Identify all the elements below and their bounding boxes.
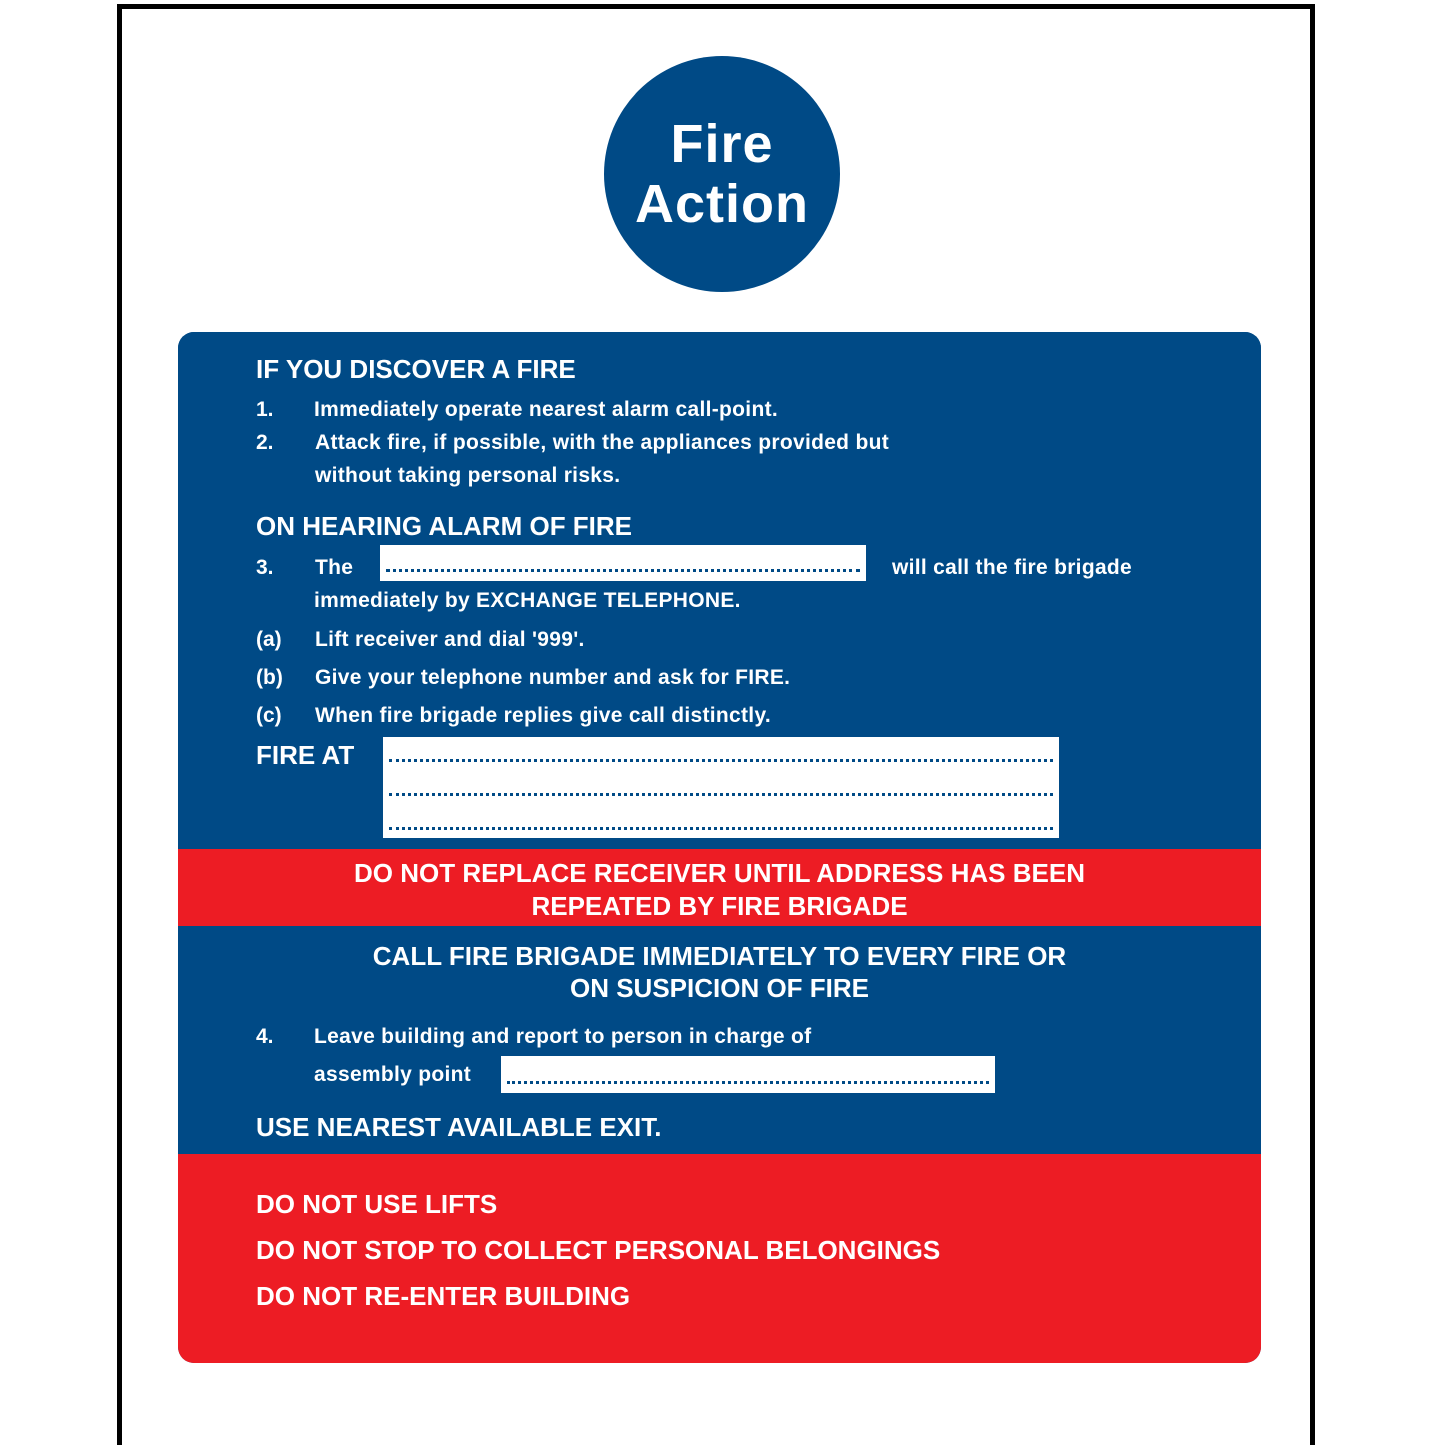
sub-item-text: Lift receiver and dial '999'. bbox=[315, 628, 585, 651]
item4-text: Leave building and report to person in charge of bbox=[314, 1025, 812, 1048]
badge-title-line2: Action bbox=[635, 174, 809, 234]
exit-instruction: USE NEAREST AVAILABLE EXIT. bbox=[256, 1112, 662, 1142]
item-number: 2. bbox=[256, 431, 274, 454]
warning-line: REPEATED BY FIRE BRIGADE bbox=[531, 891, 908, 921]
item3-prefix: The bbox=[315, 556, 354, 579]
discover-heading: IF YOU DISCOVER A FIRE bbox=[256, 354, 576, 384]
receiver-warning-band bbox=[178, 849, 1261, 926]
badge-title-line1: Fire bbox=[670, 114, 774, 174]
item-text: Immediately operate nearest alarm call-point. bbox=[314, 398, 778, 421]
fire-action-badge bbox=[604, 56, 840, 292]
warning-line: DO NOT REPLACE RECEIVER UNTIL ADDRESS HAS BEEN bbox=[354, 858, 1085, 888]
dotted-line bbox=[507, 1081, 989, 1084]
sub-item-label: (a) bbox=[256, 628, 282, 651]
fire-at-label: FIRE AT bbox=[256, 740, 355, 770]
evacuation-section-blue bbox=[178, 926, 1261, 1154]
prohibitions-band bbox=[178, 1154, 1261, 1363]
dotted-line bbox=[389, 793, 1053, 796]
call-brigade-line: CALL FIRE BRIGADE IMMEDIATELY TO EVERY FIRE OR bbox=[372, 941, 1067, 971]
item-number: 1. bbox=[256, 398, 274, 421]
assembly-point-label: assembly point bbox=[314, 1063, 472, 1086]
instructions-panel bbox=[178, 332, 1261, 1363]
item-number: 3. bbox=[256, 556, 274, 579]
assembly-point-field[interactable] bbox=[501, 1056, 995, 1093]
item3-suffix: will call the fire brigade bbox=[892, 556, 1133, 579]
fire-address-field[interactable] bbox=[383, 737, 1059, 838]
dotted-line bbox=[389, 827, 1053, 830]
item-text-continued: without taking personal risks. bbox=[315, 464, 621, 487]
dotted-line bbox=[389, 759, 1053, 762]
alarm-heading: ON HEARING ALARM OF FIRE bbox=[256, 511, 633, 541]
prohibition-item: DO NOT USE LIFTS bbox=[256, 1189, 498, 1219]
item-text: Attack fire, if possible, with the appliances provided but bbox=[315, 431, 889, 454]
prohibition-item: DO NOT STOP TO COLLECT PERSONAL BELONGINGS bbox=[256, 1235, 941, 1265]
dotted-line bbox=[386, 569, 860, 572]
item-number: 4. bbox=[256, 1025, 274, 1048]
sub-item-text: Give your telephone number and ask for FIRE. bbox=[315, 666, 791, 689]
responsible-person-field[interactable] bbox=[380, 545, 866, 581]
sub-item-label: (c) bbox=[256, 704, 282, 727]
sub-item-label: (b) bbox=[256, 666, 283, 689]
item3-continued: immediately by EXCHANGE TELEPHONE. bbox=[314, 589, 741, 612]
instructions-section-blue bbox=[178, 332, 1261, 849]
sub-item-text: When fire brigade replies give call distinctly. bbox=[315, 704, 772, 727]
call-brigade-line: ON SUSPICION OF FIRE bbox=[569, 973, 870, 1003]
prohibition-item: DO NOT RE-ENTER BUILDING bbox=[256, 1281, 631, 1311]
